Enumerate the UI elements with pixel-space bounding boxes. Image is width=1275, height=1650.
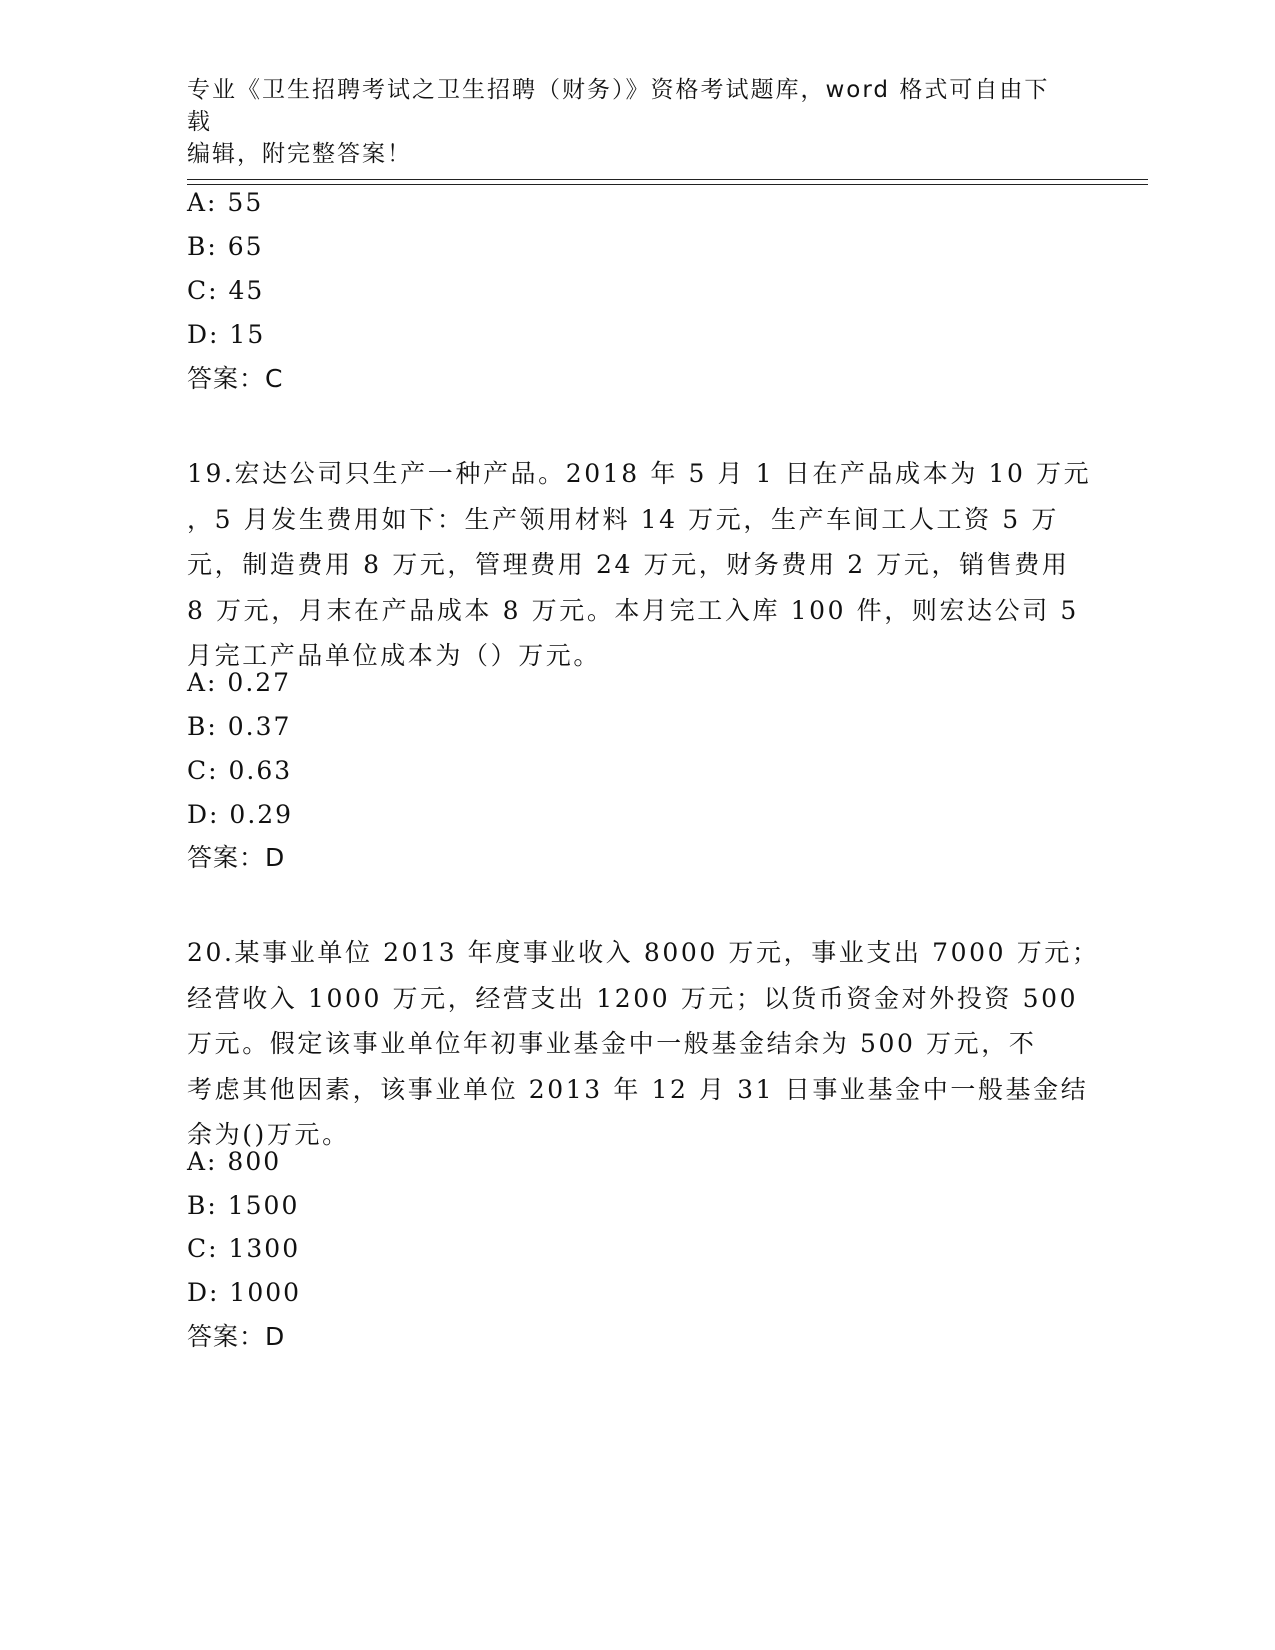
q18-option-a: A: 55	[187, 188, 264, 217]
q19-text-line: 19.宏达公司只生产一种产品。2018 年 5 月 1 日在产品成本为 10 万元	[187, 459, 1092, 488]
q19-option-d: D: 0.29	[187, 800, 294, 829]
q20-question-text	[187, 930, 1100, 1158]
q20-text-line: 万元。假定该事业单位年初事业基金中一般基金结余为 500 万元，不	[187, 1029, 1037, 1058]
q20-text-line: 余为()万元。	[187, 1120, 350, 1149]
q18-answer: 答案：C	[187, 364, 284, 393]
q18-option-d: D: 15	[187, 320, 266, 349]
q19-text-line: 8 万元，月末在产品成本 8 万元。本月完工入库 100 件，则宏达公司 5	[187, 595, 1079, 625]
q19-text-line: 月完工产品单位成本为（）万元。	[187, 641, 602, 670]
q18-option-b: B: 65	[187, 232, 264, 261]
header-divider-bottom	[187, 184, 1148, 185]
q19-option-c: C: 0.63	[187, 756, 293, 785]
document-header	[187, 74, 1067, 170]
q20-option-b: B: 1500	[187, 1191, 300, 1220]
q20-text-line: 考虑其他因素，该事业单位 2013 年 12 月 31 日事业基金中一般基金结	[187, 1074, 1089, 1104]
q20-option-c: C: 1300	[187, 1234, 301, 1263]
q19-text-line: ，5 月发生费用如下：生产领用材料 14 万元，生产车间工人工资 5 万	[187, 504, 1059, 534]
q19-option-b: B: 0.37	[187, 712, 292, 741]
q19-option-a: A: 0.27	[187, 668, 292, 697]
header-line-2: 编辑，附完整答案！	[187, 141, 412, 167]
q20-option-d: D: 1000	[187, 1278, 302, 1307]
q19-answer: 答案：D	[187, 843, 286, 872]
q20-text-line: 20.某事业单位 2013 年度事业收入 8000 万元，事业支出 7000 万元；	[187, 938, 1100, 967]
q20-text-line: 经营收入 1000 万元，经营支出 1200 万元；以货币资金对外投资 500	[187, 983, 1079, 1013]
q19-text-line: 元，制造费用 8 万元，管理费用 24 万元，财务费用 2 万元，销售费用	[187, 550, 1070, 579]
q18-option-c: C: 45	[187, 276, 265, 305]
q20-answer: 答案：D	[187, 1322, 286, 1351]
q20-option-a: A: 800	[187, 1147, 282, 1176]
header-divider-top	[187, 179, 1148, 180]
q19-question-text	[187, 451, 1092, 679]
header-line-1: 专业《卫生招聘考试之卫生招聘（财务）》资格考试题库，word 格式可自由下载	[187, 77, 1050, 135]
